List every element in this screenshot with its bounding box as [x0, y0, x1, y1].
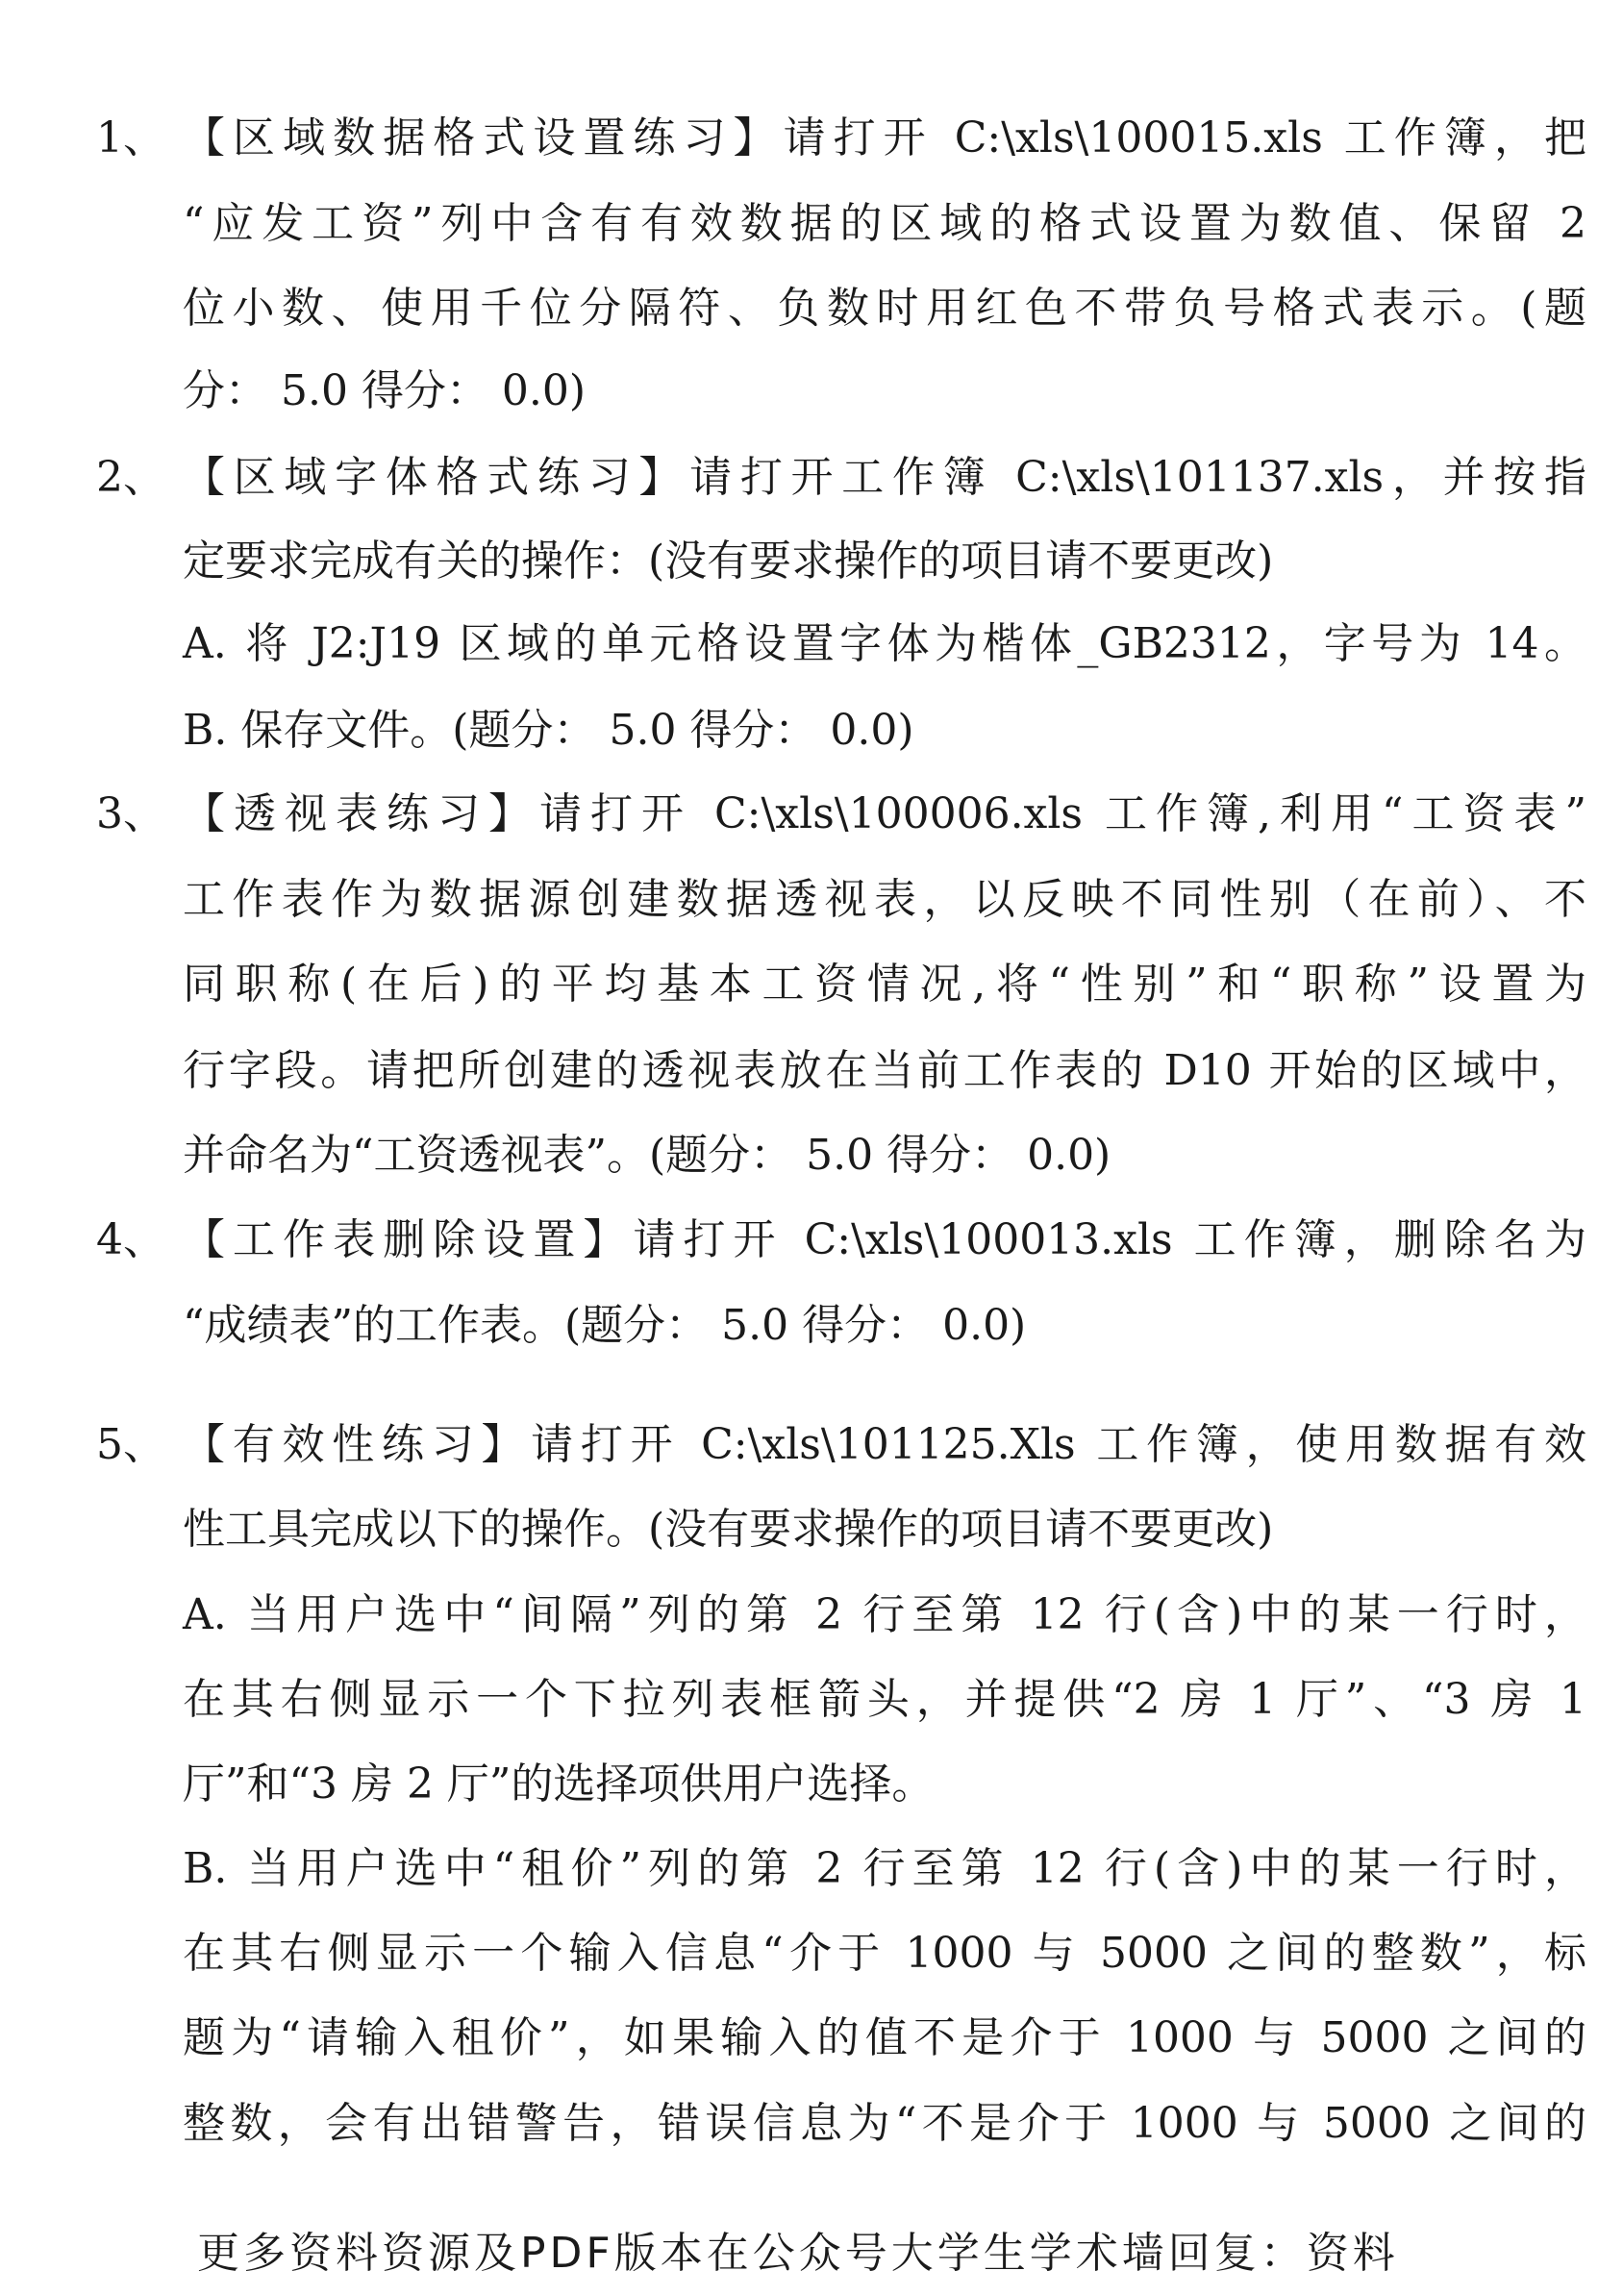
question-text-line: 在其右侧显示一个输入信息“介于 1000 与 5000 之间的整数”，标 [183, 1929, 1586, 1978]
question-text-line: 定要求完成有关的操作：(没有要求操作的项目请不要更改) [183, 537, 1274, 586]
question-score-line: “成绩表”的工作表。(题分： 5.0 得分： 0.0) [183, 1301, 1027, 1350]
question-text-line: 整数，会有出错警告，错误信息为“不是介于 1000 与 5000 之间的 [183, 2099, 1586, 2148]
question-subitem: A. 将 J2:J19 区域的单元格设置字体为楷体_GB2312，字号为 14。 [183, 619, 1586, 668]
footer-note: 更多资料资源及PDF版本在公众号大学生学术墙回复：资料 [197, 2229, 1399, 2278]
question-subitem: A. 当用户选中“间隔”列的第 2 行至第 12 行(含)中的某一行时， [183, 1590, 1586, 1639]
question-number: 5、 [96, 1420, 165, 1469]
question-text-line: 工作表作为数据源创建数据透视表，以反映不同性别（在前）、不 [183, 875, 1586, 924]
question-text-line: “应发工资”列中含有有效数据的区域的格式设置为数值、保留 2 [183, 199, 1586, 248]
question-score-line: 并命名为“工资透视表”。(题分： 5.0 得分： 0.0) [183, 1131, 1111, 1180]
question-number: 3、 [96, 789, 165, 838]
question-subitem: B. 当用户选中“租价”列的第 2 行至第 12 行(含)中的某一行时， [183, 1844, 1586, 1893]
question-text-line: 【透视表练习】请打开 C:\xls\100006.xls 工作簿,利用“工资表” [183, 789, 1586, 838]
question-text-line: 题为“请输入租价”，如果输入的值不是介于 1000 与 5000 之间的 [183, 2013, 1586, 2062]
question-text-line: 【区域数据格式设置练习】请打开 C:\xls\100015.xls 工作簿，把 [183, 113, 1586, 162]
question-score-line: 分： 5.0 得分： 0.0) [183, 366, 587, 415]
question-text-line: 在其右侧显示一个下拉列表框箭头，并提供“2 房 1 厅”、“3 房 1 [183, 1675, 1586, 1724]
question-text-line: 【工作表删除设置】请打开 C:\xls\100013.xls 工作簿，删除名为 [183, 1215, 1586, 1264]
question-text-line: 【区域字体格式练习】请打开工作簿 C:\xls\101137.xls，并按指 [183, 453, 1586, 502]
question-number: 1、 [96, 113, 165, 162]
question-text-line: 同职称(在后)的平均基本工资情况,将“性别”和“职称”设置为 [183, 960, 1586, 1009]
question-text-line: 位小数、使用千位分隔符、负数时用红色不带负号格式表示。(题 [183, 284, 1586, 333]
question-number: 2、 [96, 453, 165, 502]
question-text-line: 性工具完成以下的操作。(没有要求操作的项目请不要更改) [183, 1505, 1274, 1554]
question-text-line: 【有效性练习】请打开 C:\xls\101125.Xls 工作簿，使用数据有效 [183, 1420, 1586, 1469]
question-text-line: 厅”和“3 房 2 厅”的选择项供用户选择。 [183, 1759, 935, 1809]
question-subitem: B. 保存文件。(题分： 5.0 得分： 0.0) [183, 706, 914, 755]
question-number: 4、 [96, 1215, 165, 1264]
question-text-line: 行字段。请把所创建的透视表放在当前工作表的 D10 开始的区域中， [183, 1046, 1586, 1095]
